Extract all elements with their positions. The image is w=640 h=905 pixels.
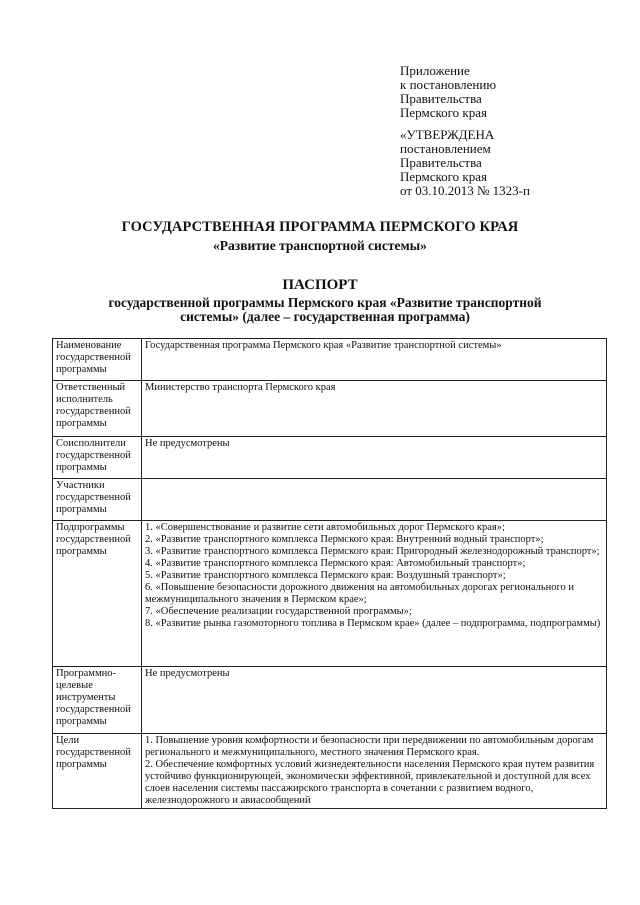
appendix-line: к постановлению [400,77,497,92]
subprogram-item: 7. «Обеспечение реализации государственной программы»; [145,606,412,617]
row-label: Программно-целевые инструменты государственной программы [53,667,142,734]
table-row [53,521,607,667]
goal-item: 1. Повышение уровня комфортности и безопасности при передвижении по автомобильным дорогам регионального и межмуниципального, местного значения Пермского края. [145,735,594,758]
row-value-line: Не предусмотрены [145,438,230,449]
document-title: ГОСУДАРСТВЕННАЯ ПРОГРАММА ПЕРМСКОГО КРАЯ [121,219,519,235]
goal-item: 2. Обеспечение комфортных условий жизнедеятельности населения Пермского края путем развития устойчиво функционирующей, экономически эффективной, привлекательной и доступной для всех слоев населения системы пассажирского транспорта в сочетании с развитием водного, железнодорожного и авиасообщений [145,759,595,806]
approval-line: постановлением [400,141,491,156]
passport-subheading: государственной программы Пермского края «Развитие транспортной системы» (далее – государственная программа) [108,295,542,324]
appendix-line: Пермского края [400,105,487,120]
subprogram-item: 8. «Развитие рынка газомоторного топлива в Пермском крае» (далее – подпрограмма, подпрограммы) [145,618,601,629]
approval-block [400,128,530,198]
appendix-block [400,64,496,120]
row-label: Наименование государственной программы [53,339,142,381]
row-label: Участники государственной программы [53,479,142,521]
subprogram-item: 2. «Развитие транспортного комплекса Пермского края: Внутренний водный транспорт»; [145,534,544,545]
subprogram-item: 1. «Совершенствование и развитие сети автомобильных дорог Пермского края»; [145,522,505,533]
row-value-line: Государственная программа Пермского края «Развитие транспортной системы» [145,340,502,351]
appendix-line: Приложение [400,63,470,78]
row-value [142,437,607,479]
subprogram-item: 3. «Развитие транспортного комплекса Пермского края: Пригородный железнодорожный транспорт»; [145,546,600,557]
row-label: Ответственный исполнитель государственной программы [53,381,142,437]
row-value-line: Министерство транспорта Пермского края [145,382,336,393]
row-value [142,667,607,734]
row-value-line: Не предусмотрены [145,668,230,679]
table-row [53,479,607,521]
document-subtitle: «Развитие транспортной системы» [213,238,427,253]
row-value [142,734,607,809]
subprogram-item: 6. «Повышение безопасности дорожного движения на автомобильных дорогах регионального и межмуниципального значения в Пермском крае»; [145,582,575,605]
approval-line: Пермского края [400,169,487,184]
table-row [53,667,607,734]
row-label: Цели государственной программы [53,734,142,809]
row-label: Соисполнители государственной программы [53,437,142,479]
approval-line: «УТВЕРЖДЕНА [400,127,495,142]
subprogram-item: 5. «Развитие транспортного комплекса Пермского края: Воздушный транспорт»; [145,570,506,581]
table-row [53,339,607,381]
passport-heading: ПАСПОРТ [282,277,358,293]
approval-line: Правительства [400,155,482,170]
appendix-line: Правительства [400,91,482,106]
table-row [53,734,607,809]
subprogram-item: 4. «Развитие транспортного комплекса Пермского края: Автомобильный транспорт»; [145,558,526,569]
row-label: Подпрограммы государственной программы [53,521,142,667]
row-value [142,479,607,521]
passport-table [52,338,607,809]
row-value [142,339,607,381]
table-row [53,381,607,437]
row-value [142,521,607,667]
table-row [53,437,607,479]
approval-line: от 03.10.2013 № 1323-п [400,183,530,198]
row-value [142,381,607,437]
